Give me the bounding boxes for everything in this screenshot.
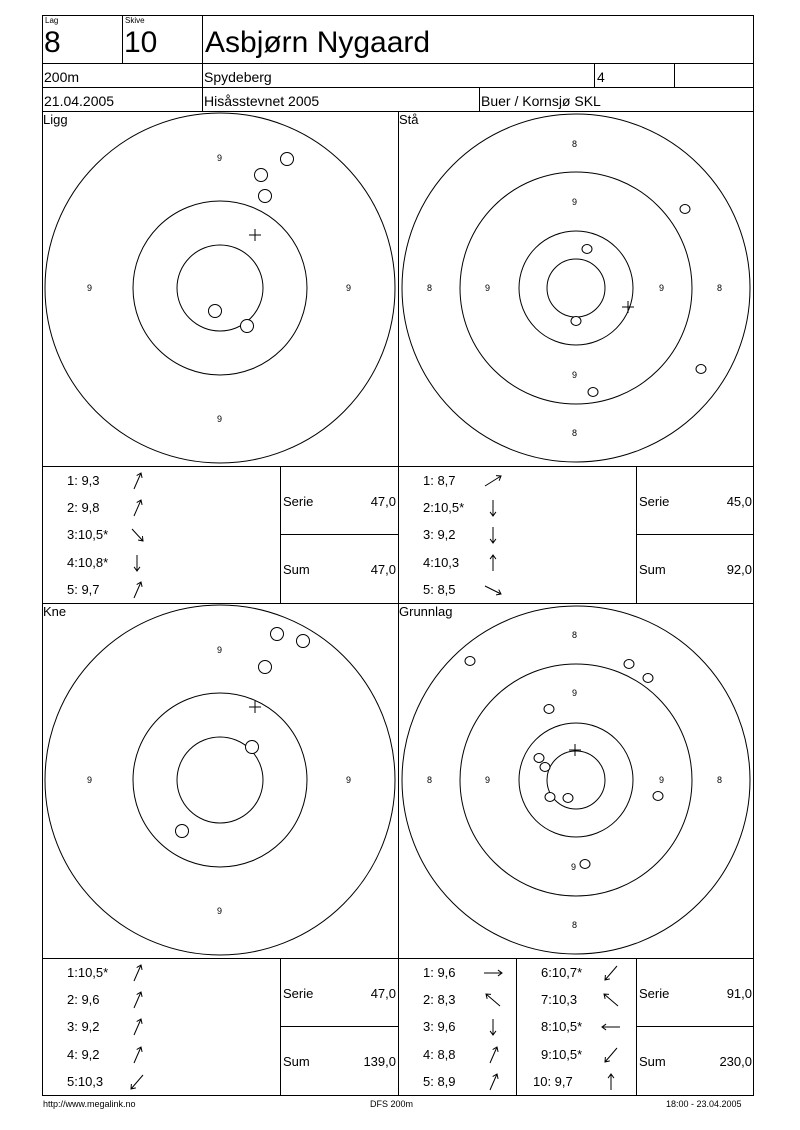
shot-hole — [696, 365, 706, 374]
club: Buer / Kornsjø SKL — [481, 93, 601, 109]
target-ring — [519, 231, 633, 345]
ring-number: 9 — [572, 688, 578, 698]
shot-hole — [534, 754, 544, 763]
shot-direction — [599, 962, 623, 989]
ring-number: 9 — [659, 775, 665, 785]
serie-value: 47,0 — [370, 986, 396, 1001]
field-4: 4 — [597, 69, 605, 85]
shot-score: 4:10,8* — [67, 554, 109, 570]
sum-value: 139,0 — [363, 1054, 396, 1069]
shot-score: 4: 9,2 — [67, 1046, 100, 1062]
direction-arrow-icon — [125, 989, 149, 1011]
shot-score: 5: 8,9 — [423, 1073, 456, 1089]
ring-number: 8 — [572, 920, 578, 930]
shot-score: 4: 8,8 — [423, 1046, 456, 1062]
shot-score: 2:10,5* — [423, 500, 465, 516]
shot-score: 5: 8,5 — [423, 581, 456, 597]
target-ring — [519, 723, 633, 837]
shot-direction — [125, 524, 149, 551]
shot-score: 1:10,5* — [67, 965, 109, 980]
target-ring — [402, 606, 750, 954]
shot-direction — [481, 552, 505, 579]
shot-direction — [125, 579, 149, 606]
shot-score: 6:10,7* — [541, 965, 583, 980]
ring-number: 9 — [485, 283, 491, 293]
shot-hole — [680, 205, 690, 214]
shot-direction — [125, 962, 149, 989]
direction-arrow-icon — [481, 470, 505, 492]
footer-url: http://www.megalink.no — [43, 1099, 136, 1109]
shot-direction — [599, 1071, 623, 1098]
group-center-cross — [569, 744, 581, 756]
ring-number: 9 — [572, 370, 578, 380]
target-ring — [177, 245, 263, 331]
target-ring — [547, 751, 605, 809]
shot-score: 4:10,3 — [423, 554, 460, 570]
shot-hole — [255, 169, 268, 182]
lag-label: Lag — [45, 16, 59, 25]
shot-score: 7:10,3 — [541, 992, 578, 1008]
ring-number: 8 — [717, 775, 723, 785]
shot-direction — [125, 1044, 149, 1071]
serie-value: 91,0 — [726, 986, 752, 1001]
ring-number: 8 — [717, 283, 723, 293]
direction-arrow-icon — [481, 989, 505, 1011]
section-label-sta: Stå — [399, 112, 419, 127]
shot-hole — [271, 628, 284, 641]
ring-number: 9 — [217, 153, 223, 163]
shot-direction — [125, 552, 149, 579]
ring-number: 8 — [572, 630, 578, 640]
shot-hole — [465, 657, 475, 666]
direction-arrow-icon — [125, 552, 149, 574]
section-label-kne: Kne — [43, 604, 67, 619]
direction-arrow-icon — [125, 497, 149, 519]
sum-label: Sum — [283, 562, 310, 577]
direction-arrow-icon — [125, 524, 149, 546]
ring-number: 9 — [485, 775, 491, 785]
shot-hole — [544, 705, 554, 714]
direction-arrow-icon — [481, 497, 505, 519]
shot-score: 2: 9,8 — [67, 500, 100, 516]
target-kne — [45, 605, 395, 955]
shot-hole — [540, 763, 550, 772]
shot-score: 5: 9,7 — [67, 581, 100, 597]
shot-hole — [653, 792, 663, 801]
serie-value: 47,0 — [370, 494, 396, 509]
shot-hole — [545, 793, 555, 802]
serie-label: Serie — [639, 494, 670, 509]
direction-arrow-icon — [599, 962, 623, 984]
shot-direction — [481, 989, 505, 1016]
shot-direction — [481, 1016, 505, 1043]
group-center-cross — [622, 301, 634, 313]
serie-label: Serie — [639, 986, 670, 1001]
ring-number: 9 — [87, 775, 93, 785]
target-grunnlag — [402, 606, 750, 954]
serie-label: Serie — [283, 494, 314, 509]
shot-score: 1: 8,7 — [423, 473, 456, 488]
direction-arrow-icon — [481, 962, 505, 984]
sum-label: Sum — [639, 1054, 666, 1069]
shot-score: 3: 9,2 — [423, 527, 456, 543]
shot-score: 3: 9,2 — [67, 1019, 100, 1035]
skive-value: 10 — [124, 26, 158, 59]
shot-hole — [643, 674, 653, 683]
section-label-ligg: Ligg — [43, 112, 68, 127]
direction-arrow-icon — [125, 579, 149, 601]
direction-arrow-icon — [125, 470, 149, 492]
ring-number: 9 — [659, 283, 665, 293]
section-label-grunnlag: Grunnlag — [399, 604, 453, 619]
shot-direction — [481, 579, 505, 606]
serie-label: Serie — [283, 986, 314, 1001]
direction-arrow-icon — [481, 1016, 505, 1038]
shot-hole — [582, 245, 592, 254]
target-ring — [547, 259, 605, 317]
group-center-cross — [249, 229, 261, 241]
serie-value: 45,0 — [726, 494, 752, 509]
direction-arrow-icon — [481, 1044, 505, 1066]
shot-score: 3:10,5* — [67, 527, 109, 543]
direction-arrow-icon — [481, 552, 505, 574]
ring-number: 9 — [217, 414, 223, 424]
target-ring — [133, 693, 307, 867]
shooter-name: Asbjørn Nygaard — [205, 26, 431, 59]
shot-direction — [481, 524, 505, 551]
ring-number: 8 — [427, 283, 433, 293]
direction-arrow-icon — [599, 1016, 623, 1038]
shot-direction — [125, 1016, 149, 1043]
shot-score: 2: 8,3 — [423, 992, 456, 1008]
shot-score: 1: 9,3 — [67, 473, 100, 488]
shot-direction — [481, 470, 505, 497]
ring-number: 9 — [346, 283, 352, 293]
direction-arrow-icon — [599, 1071, 623, 1093]
location: Spydeberg — [204, 69, 272, 85]
target-sta — [402, 114, 750, 462]
shot-direction — [481, 962, 505, 989]
ring-number: 9 — [217, 645, 223, 655]
direction-arrow-icon — [599, 989, 623, 1011]
shot-hole — [209, 305, 222, 318]
sum-value: 230,0 — [719, 1054, 752, 1069]
shot-hole — [588, 388, 598, 397]
target-ring — [133, 201, 307, 375]
shot-direction — [481, 1044, 505, 1071]
footer-timestamp: 18:00 - 23.04.2005 — [666, 1099, 742, 1109]
shot-direction — [481, 1071, 505, 1098]
shot-score: 10: 9,7 — [533, 1073, 573, 1089]
footer-center: DFS 200m — [370, 1099, 414, 1109]
date: 21.04.2005 — [44, 93, 115, 109]
shot-hole — [580, 860, 590, 869]
shot-direction — [599, 1016, 623, 1043]
shot-direction — [599, 989, 623, 1016]
direction-arrow-icon — [481, 524, 505, 546]
shot-score: 9:10,5* — [541, 1046, 583, 1062]
direction-arrow-icon — [125, 1071, 149, 1093]
direction-arrow-icon — [125, 1044, 149, 1066]
event: Hisåsstevnet 2005 — [204, 93, 320, 109]
shot-hole — [571, 317, 581, 326]
shot-score: 5:10,3 — [67, 1073, 104, 1089]
shot-hole — [259, 661, 272, 674]
sum-label: Sum — [639, 562, 666, 577]
ring-number: 9 — [571, 862, 577, 872]
direction-arrow-icon — [481, 579, 505, 601]
lag-value: 8 — [44, 26, 61, 59]
shot-score: 2: 9,6 — [67, 992, 100, 1008]
shot-hole — [176, 825, 189, 838]
shot-direction — [125, 497, 149, 524]
shot-hole — [624, 660, 634, 669]
ring-number: 9 — [572, 197, 578, 207]
shot-hole — [281, 153, 294, 166]
skive-label: Skive — [125, 16, 145, 25]
ring-number: 9 — [87, 283, 93, 293]
shot-direction — [481, 497, 505, 524]
ring-number: 9 — [217, 906, 223, 916]
shot-hole — [563, 794, 573, 803]
shot-direction — [599, 1044, 623, 1071]
direction-arrow-icon — [125, 1016, 149, 1038]
sum-value: 47,0 — [370, 562, 396, 577]
ring-number: 9 — [346, 775, 352, 785]
target-ligg — [45, 113, 395, 463]
shot-direction — [125, 470, 149, 497]
shot-score: 1: 9,6 — [423, 965, 456, 980]
direction-arrow-icon — [481, 1071, 505, 1093]
target-ring — [45, 605, 395, 955]
direction-arrow-icon — [125, 962, 149, 984]
target-ring — [45, 113, 395, 463]
shot-direction — [125, 989, 149, 1016]
shot-hole — [246, 741, 259, 754]
shot-hole — [259, 190, 272, 203]
ring-number: 8 — [572, 139, 578, 149]
target-ring — [402, 114, 750, 462]
ring-number: 8 — [427, 775, 433, 785]
ring-number: 8 — [572, 428, 578, 438]
shot-score: 8:10,5* — [541, 1019, 583, 1035]
distance: 200m — [44, 69, 80, 85]
shot-hole — [297, 635, 310, 648]
shot-score: 3: 9,6 — [423, 1019, 456, 1035]
shot-direction — [125, 1071, 149, 1098]
sum-value: 92,0 — [726, 562, 752, 577]
sum-label: Sum — [283, 1054, 310, 1069]
shot-hole — [241, 320, 254, 333]
direction-arrow-icon — [599, 1044, 623, 1066]
